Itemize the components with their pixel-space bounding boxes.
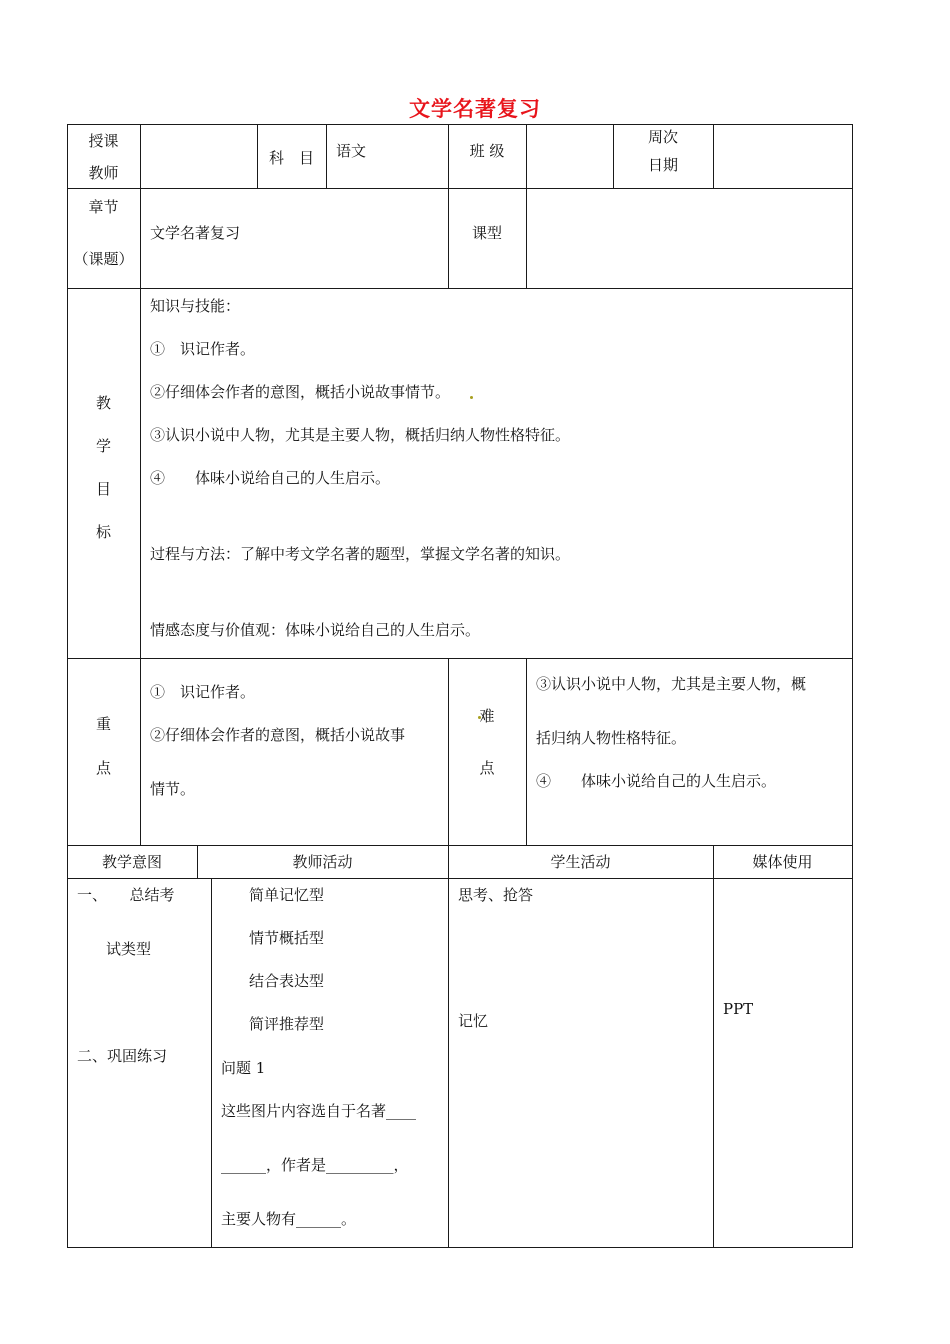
col-header-teacher: 教师活动 bbox=[292, 853, 353, 871]
question-type: 情节概括型 bbox=[249, 929, 325, 947]
objective-item: ③认识小说中人物，尤其是主要人物，概括归纳人物性格特征。 bbox=[150, 426, 571, 444]
question-line: 主要人物有______。 bbox=[221, 1210, 357, 1228]
difficulty-line: ④ 体味小说给自己的人生启示。 bbox=[536, 772, 777, 790]
key-points-label-2: 点 bbox=[95, 759, 111, 777]
student-activity: 思考、抢答 bbox=[458, 886, 534, 904]
question-line: 这些图片内容选自于名著____ bbox=[221, 1102, 417, 1120]
stray-mark bbox=[470, 396, 473, 399]
intent-summary-cont: 试类型 bbox=[106, 940, 152, 958]
objective-item: ④ 体味小说给自己的人生启示。 bbox=[150, 469, 391, 487]
teacher-label-2: 教师 bbox=[88, 164, 119, 182]
difficulty-line: ③认识小说中人物，尤其是主要人物，概 bbox=[536, 675, 807, 693]
key-point-line: ① 识记作者。 bbox=[150, 683, 256, 701]
class-label: 班 级 bbox=[469, 142, 505, 160]
objective-item: ① 识记作者。 bbox=[150, 340, 256, 358]
subject-value: 语文 bbox=[336, 142, 367, 160]
chapter-value: 文学名著复习 bbox=[150, 224, 241, 242]
question-type: 简评推荐型 bbox=[249, 1015, 325, 1033]
week-label: 周次 bbox=[647, 128, 678, 146]
question-type: 简单记忆型 bbox=[249, 886, 325, 904]
col-header-intent: 教学意图 bbox=[101, 853, 162, 871]
media-usage: PPT bbox=[723, 1000, 754, 1018]
question-line: ______，作者是_________， bbox=[221, 1156, 409, 1174]
objective-item: ②仔细体会作者的意图，概括小说故事情节。 bbox=[150, 383, 451, 401]
key-points-label-1: 重 bbox=[95, 715, 111, 733]
subject-label: 科 目 bbox=[268, 149, 314, 167]
teacher-label: 授课 bbox=[88, 132, 119, 150]
intent-practice: 二、巩固练习 bbox=[77, 1047, 168, 1065]
key-point-line: ②仔细体会作者的意图，概括小说故事 bbox=[150, 726, 406, 744]
key-point-line: 情节。 bbox=[150, 780, 196, 798]
knowledge-title: 知识与技能： bbox=[150, 297, 241, 315]
chapter-label: 章节 bbox=[88, 198, 119, 216]
lesson-type-label: 课型 bbox=[471, 224, 502, 242]
page-title: 文学名著复习 bbox=[409, 97, 541, 121]
process-method: 过程与方法：了解中考文学名著的题型，掌握文学名著的知识。 bbox=[150, 545, 571, 563]
student-activity: 记忆 bbox=[458, 1012, 489, 1030]
chapter-label-2: （课题） bbox=[73, 250, 134, 268]
difficulty-line: 括归纳人物性格特征。 bbox=[536, 729, 687, 747]
question-title: 问题 1 bbox=[221, 1059, 266, 1077]
difficulty-label-1: 难 bbox=[479, 707, 495, 725]
col-header-media: 媒体使用 bbox=[752, 853, 813, 871]
intent-summary: 一、 总结考 bbox=[77, 886, 175, 904]
objectives-label-1: 教 bbox=[95, 394, 111, 412]
question-type: 结合表达型 bbox=[249, 972, 325, 990]
objectives-label-4: 标 bbox=[95, 523, 111, 541]
objectives-label-2: 学 bbox=[95, 437, 111, 455]
date-label: 日期 bbox=[647, 156, 678, 174]
objectives-label-3: 目 bbox=[95, 480, 111, 498]
difficulty-label-2: 点 bbox=[479, 759, 495, 777]
col-header-student: 学生活动 bbox=[550, 853, 611, 871]
emotion-values: 情感态度与价值观：体味小说给自己的人生启示。 bbox=[150, 621, 481, 639]
